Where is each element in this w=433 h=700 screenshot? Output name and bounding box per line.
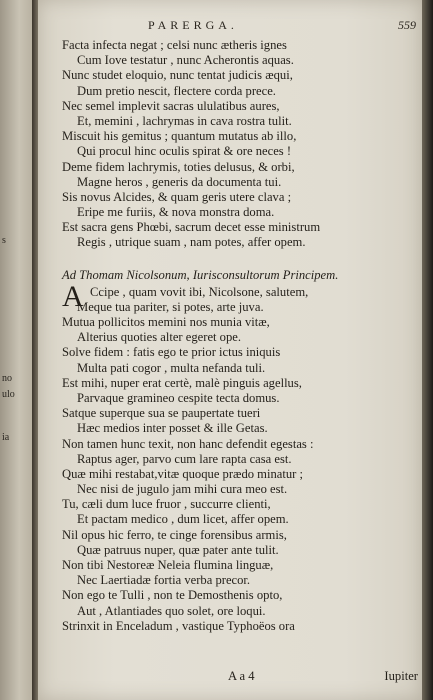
- poem-line: Raptus ager, parvo cum lare rapta casa est.: [77, 451, 292, 466]
- poem-line: Eripe me furiis, & nova monstra doma.: [77, 205, 275, 220]
- page-number: 559: [398, 18, 416, 32]
- book-page: [38, 0, 422, 700]
- poem-line: Est sacra gens Phœbi, sacrum decet esse ministrum: [62, 220, 321, 235]
- poem-continuation: [62, 38, 414, 251]
- poem-line: Dum pretio nescit, flectere corda prece.: [77, 83, 276, 98]
- poem-line: Sis novus Alcides, & quam geris utere clava ;: [62, 189, 292, 204]
- poem-line: Nec semel implevit sacras ululatibus aures,: [62, 98, 280, 113]
- text-block: [62, 38, 414, 634]
- poem-line: Tu, cæli dum luce fruor , succurre clienti,: [62, 497, 271, 512]
- poem-line: Quæ mihi restabat,vitæ quoque prædo minatur ;: [62, 466, 304, 481]
- poem-body: [62, 300, 414, 634]
- poem-line: Solve fidem : fatis ego te prior ictus iniquis: [62, 345, 281, 360]
- poem-line: Hæc medios inter posset & ille Getas.: [77, 421, 268, 436]
- poem-line: Magne heros , generis da documenta tui.: [77, 174, 282, 189]
- poem-line: Mutua pollicitos memini nos munia vitæ,: [62, 315, 270, 329]
- poem-line: Multa pati cogor , multa nefanda tuli.: [77, 360, 266, 375]
- poem-line: Facta infecta negat ; celsi nunc ætheris ignes: [62, 38, 287, 52]
- poem-line: Regis , utrique suam , nam potes, affer opem.: [77, 235, 306, 250]
- drop-capital: A: [62, 279, 84, 313]
- margin-fragment: ia: [2, 432, 10, 443]
- catchword: Iupiter: [384, 669, 418, 683]
- poem-line: Est mihi, nuper erat certè, malè pinguis agellus,: [62, 375, 302, 390]
- poem-line: Non ego te Tulli , non te Demosthenis opto,: [62, 588, 283, 603]
- poem-line: Non tamen hunc texit, non hanc defendit egestas :: [62, 436, 314, 451]
- previous-page-margin: [0, 0, 32, 700]
- poem-line: Alterius quoties alter egeret ope.: [77, 330, 242, 345]
- poem-line: Aut , Atlantiades quo solet, ore loqui.: [77, 603, 266, 618]
- poem-line: Parvaque gramineo cespite tecta domus.: [77, 390, 280, 405]
- margin-fragment: ulo: [2, 389, 15, 400]
- poem-line: Et, memini , lachrymas in cava rostra tulit.: [77, 113, 292, 128]
- margin-fragment: no: [2, 373, 12, 384]
- page-header: [38, 18, 422, 32]
- poem-line: Qui procul hinc oculis spirat & ore neces !: [77, 144, 292, 159]
- page-edge-shadow: [422, 0, 433, 700]
- signature-mark: A a 4: [228, 669, 255, 683]
- poem-line: Satque superque sua se paupertate tueri: [62, 406, 261, 421]
- poem-line: Meque tua pariter, si potes, arte juva.: [77, 299, 264, 314]
- margin-fragment: s: [2, 235, 6, 246]
- poem-line: Nunc studet eloquio, nunc tentat judicis æqui,: [62, 68, 293, 83]
- poem-line: Strinxit in Enceladum , vastique Typhoëos ora: [62, 618, 295, 633]
- poem-line: Quæ patruus nuper, quæ pater ante tulit.: [77, 542, 279, 557]
- poem-line: Nec nisi de jugulo jam mihi cura meo est.: [77, 482, 288, 497]
- poem-line: Miscuit his gemitus ; quantum mutatus ab illo,: [62, 129, 297, 144]
- poem-line-text: Ccipe , quam vovit ibi, Nicolsone, salutem,: [90, 284, 309, 299]
- poem-line: Nil opus hic ferro, te cinge forensibus armis,: [62, 527, 287, 542]
- running-head: PARERGA.: [148, 18, 238, 32]
- poem-line: Cum Iove testatur , nunc Acherontis aquas.: [77, 53, 294, 68]
- poem-line: Deme fidem lachrymis, toties delusus, & orbi,: [62, 159, 295, 174]
- poem-heading: Ad Thomam Nicolsonum, Iurisconsultorum Principem.: [62, 267, 339, 282]
- poem-line: Non tibi Nestoreæ Neleia flumina linguæ,: [62, 558, 274, 572]
- poem-line: Nec Laertiadæ fortia verba precor.: [77, 573, 251, 588]
- page-footer: [38, 669, 422, 685]
- poem-line: Et pactam medico , dum licet, affer opem.: [77, 512, 289, 527]
